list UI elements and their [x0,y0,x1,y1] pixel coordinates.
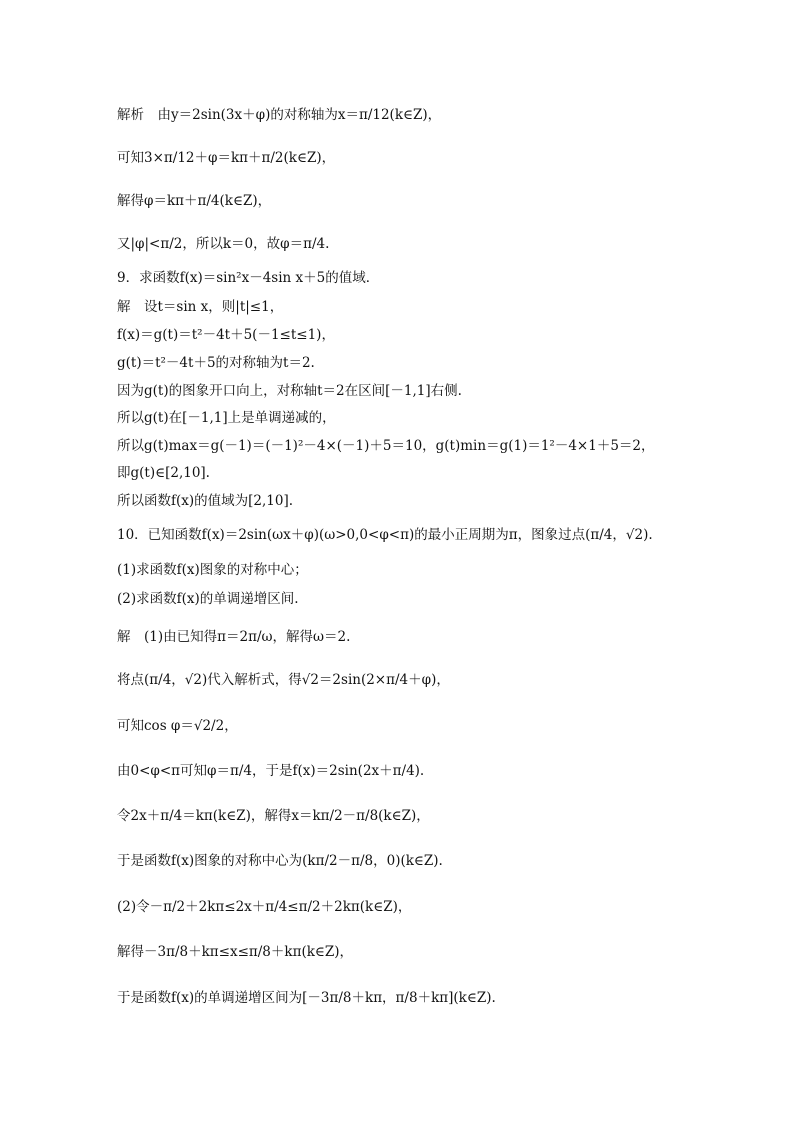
text-line: 解得φ＝kπ＋π/4(k∈Z)， [117,193,272,209]
text-line: (2)求函数f(x)的单调递增区间. [117,591,299,607]
text-line: (1)求函数f(x)图象的对称中心； [117,562,308,578]
text-line: 解 (1)由已知得π＝2π/ω，解得ω＝2. [117,629,351,645]
text-line: 即g(t)∈[2,10]. [117,465,210,481]
text-line: 令2x＋π/4＝kπ(k∈Z)，解得x＝kπ/2－π/8(k∈Z)， [117,808,430,824]
text-line: 所以函数f(x)的值域为[2,10]. [117,493,294,509]
text-line: 由0<φ<π可知φ＝π/4，于是f(x)＝2sin(2x＋π/4). [117,763,425,779]
text-line: 又|φ|<π/2，所以k＝0，故φ＝π/4. [117,236,330,252]
text-line: 于是函数f(x)的单调递增区间为[－3π/8＋kπ，π/8＋kπ](k∈Z). [117,990,496,1006]
text-line: (2)令－π/2＋2kπ≤2x＋π/4≤π/2＋2kπ(k∈Z)， [117,899,412,915]
text-line: 将点(π/4，√2)代入解析式，得√2＝2sin(2×π/4＋φ)， [117,672,450,688]
text-line: 可知cos φ＝√2/2， [117,718,238,734]
text-line: 解析 由y＝2sin(3x＋φ)的对称轴为x＝π/12(k∈Z)， [117,107,442,123]
text-line: 所以g(t)在[－1,1]上是单调递减的， [117,410,336,426]
text-line: f(x)＝g(t)＝t²－4t＋5(－1≤t≤1)， [117,327,335,343]
question-10: 10．已知函数f(x)＝2sin(ωx＋φ)(ω>0,0<φ<π)的最小正周期为π，图象过点(π/4，√2). [117,527,653,543]
text-line: 于是函数f(x)图象的对称中心为(kπ/2－π/8，0)(k∈Z). [117,853,443,869]
text-line: 可知3×π/12＋φ＝kπ＋π/2(k∈Z)， [117,150,336,166]
text-line: 因为g(t)的图象开口向上，对称轴t＝2在区间[－1,1]右侧. [117,383,462,399]
text-line: 解得－3π/8＋kπ≤x≤π/8＋kπ(k∈Z)， [117,944,354,960]
question-9: 9．求函数f(x)＝sin²x－4sin x＋5的值域． [117,270,380,286]
text-line: 解 设t＝sin x，则|t|≤1， [117,299,284,315]
text-line: 所以g(t)max＝g(－1)＝(－1)²－4×(－1)＋5＝10，g(t)min＝g(1)＝1²－4×1＋5＝2， [117,438,655,454]
text-line: g(t)＝t²－4t＋5的对称轴为t＝2. [117,355,315,371]
